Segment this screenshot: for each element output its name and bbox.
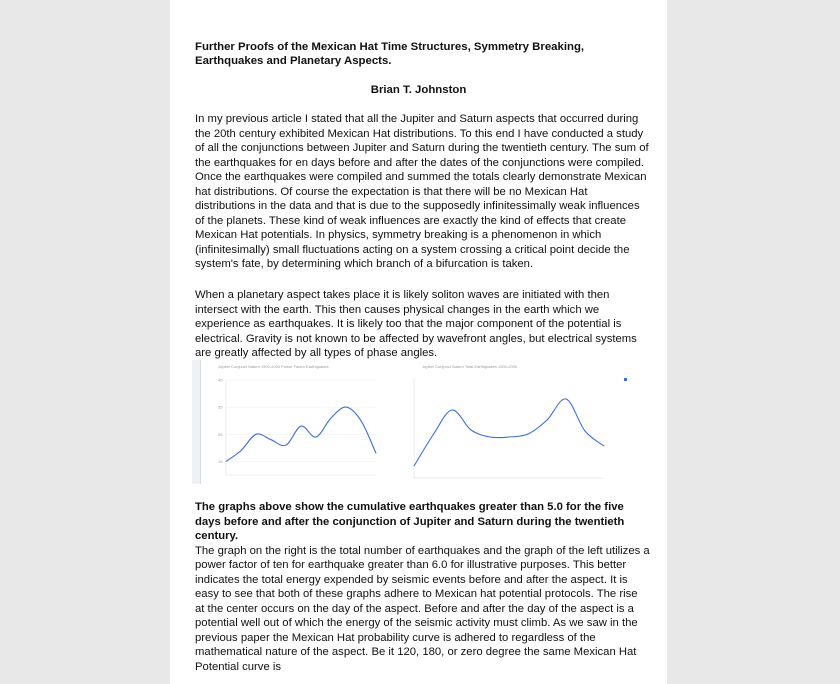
data-point (414, 466, 415, 467)
paragraph-soliton: When a planetary aspect takes place it is likely soliton waves are initiated with then intersect with the earth. This then causes physical changes in the earth which we experience as earthquakes. It is likely too that the major component of the potential is electrical. Gravity is not known to be affected by wavefront angles, but electrical systems are greatly affected by all types of phase angles. (195, 289, 637, 359)
data-point (346, 407, 347, 408)
data-point (566, 399, 567, 400)
data-point (547, 420, 548, 421)
data-point (226, 461, 227, 462)
chart-title: Jupiter Conjunct Saturn Total Earthquakes 1900-2000 (422, 364, 518, 369)
chart-left-svg (192, 360, 395, 484)
chart-left (192, 360, 395, 484)
document-page (170, 0, 667, 684)
y-tick-label: 35 (218, 404, 223, 410)
legend-swatch (624, 378, 627, 381)
data-point (604, 446, 605, 447)
paragraph-graphs (195, 500, 650, 674)
data-point (301, 426, 302, 427)
data-point (316, 437, 317, 438)
y-tick-label: 15 (218, 458, 223, 464)
data-point (256, 434, 257, 435)
data-point (286, 445, 287, 446)
chart-right-svg (402, 360, 642, 484)
chart-title: Jupiter Conjunct Saturn 1900-2000 Power Factor Earthquakes (218, 364, 329, 369)
document-title: Further Proofs of the Mexican Hat Time Structures, Symmetry Breaking, Earthquakes and Planetary Aspects. (195, 41, 585, 67)
data-point (471, 430, 472, 431)
graphs-caption: The graphs above show the cumulative earthquakes greater than 5.0 for the five days before and after the conjunction of Jupiter and Saturn during the twentieth century. (195, 501, 625, 542)
data-point (376, 453, 377, 454)
y-tick-label: 45 (218, 377, 223, 383)
data-point (241, 450, 242, 451)
chart-right (402, 360, 642, 484)
paragraph-intro: In my previous article I stated that all the Jupiter and Saturn aspects that occurred during the 20th century exhibited Mexican Hat distributions. To this end I have conducted a study of all the conjunctions between Jupiter and Saturn during the twentieth century. The sum of the earthquakes for en days before and after the dates of the conjunctions were compiled. Once the earthquakes were compiled and summed the totals clearly demonstrate Mexican hat distributions. Of course the expectation is that there will be no Mexican Hat distributions in the data and that is due to the supposedly infinitessimally weak influences of the planets. These kind of weak influences are exactly the kind of effects that create Mexican Hat potentials. In physics, symmetry breaking is a phenomenon in which (infinitesimally) small fluctuations acting on a system crossing a critical point decide the system's fate, by determining which branch of a bifurcation is taken. (195, 113, 649, 270)
author-name: Brian T. Johnston (370, 84, 467, 96)
y-tick-label: 25 (218, 431, 223, 437)
data-point (361, 420, 362, 421)
data-point (433, 435, 434, 436)
series-line (414, 399, 604, 466)
data-point (528, 434, 529, 435)
charts-figure (192, 360, 642, 484)
paragraph-graphs-body: The graph on the right is the total number of earthquakes and the graph of the left utilizes a power factor of ten for earthquake greater than 6.0 for illustrative purposes. This better indicates the total energy expended by seismic events before and after the aspect. It is easy to see that both of these graphs adhere to Mexican hat potential protocols. The rise at the center occurs on the day of the aspect. Before and after the day of the aspect is a potential well out of which the energy of the seismic activity must climb. As we saw in the previous paper the Mexican Hat probability curve is adhered to regardless of the mathematical nature of the aspect. Be it 120, 180, or zero degree the same Mexican Hat Potential curve is (195, 544, 650, 673)
data-point (509, 437, 510, 438)
data-point (585, 431, 586, 432)
data-point (452, 410, 453, 411)
data-point (271, 439, 272, 440)
data-point (490, 437, 491, 438)
data-point (331, 418, 332, 419)
